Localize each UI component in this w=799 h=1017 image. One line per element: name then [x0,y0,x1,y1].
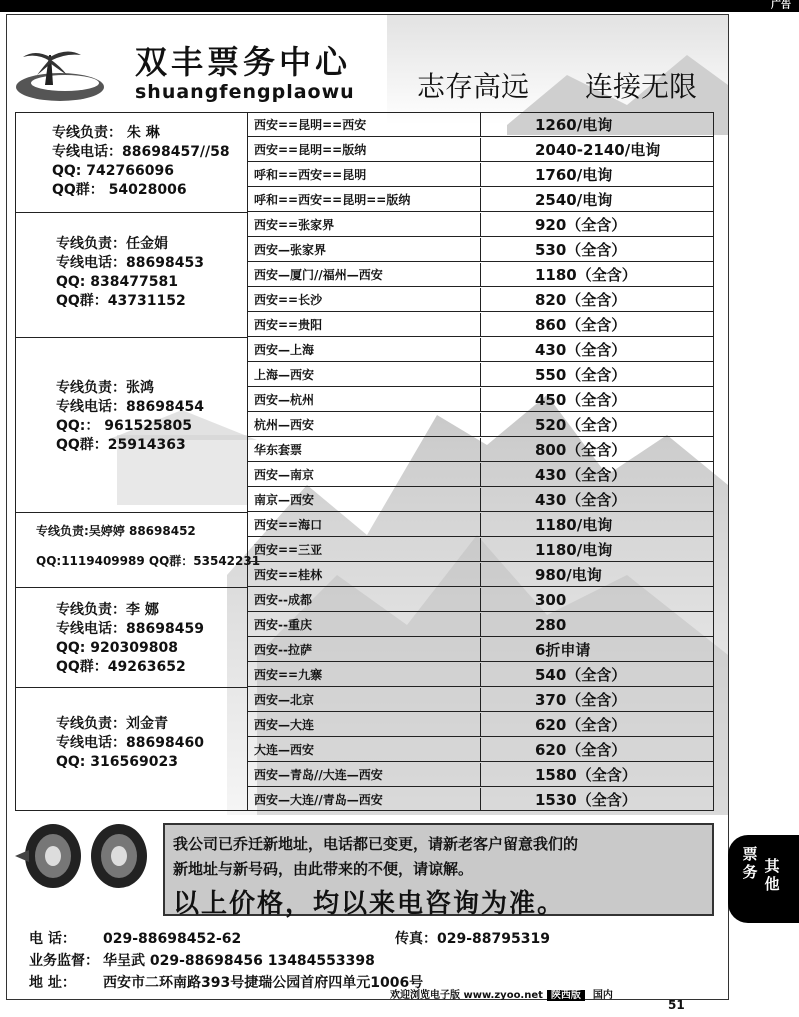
route-cell: 西安==昆明==版纳 [248,138,481,162]
contact-line: 专线负责:吴婷婷 88698452 [36,524,196,538]
price-cell: 980/电询 [481,563,713,587]
supervise-value: 华呈武 029-88698456 13484553398 [103,953,375,969]
route-cell: 南京—西安 [248,488,481,512]
price-cell: 1180/电询 [481,513,713,537]
price-cell: 1760/电询 [481,163,713,187]
supervise-label: 业务监督： [29,953,99,969]
fax-value: 029-88795319 [437,931,550,947]
price-cell: 620（全含） [481,738,713,762]
slogan-left: 志存高远 [417,70,530,103]
ad-tag: 广告 [767,0,795,12]
page-footer [390,988,613,1004]
company-logo-icon [15,45,115,109]
section-side-tab [728,835,799,923]
contact-line: QQ:1119409989 QQ群：53542231 [36,554,261,568]
price-cell: 860（全含） [481,313,713,337]
route-cell: 西安==桂林 [248,563,481,587]
speaker-icon [15,820,85,892]
price-cell: 1530（全含） [535,791,637,809]
phone-value: 029-88698452-62 [103,931,242,947]
price-cell: 820（全含） [481,288,713,312]
route-cell: 西安—南京 [248,463,481,487]
contact-group [16,513,261,588]
phone-label: 电 话： [29,931,76,947]
notice-line: 新地址与新号码，由此带来的不便，请谅解。 [173,860,474,878]
route-cell: 上海—西安 [248,363,481,387]
route-cell: 西安==九寨 [248,663,481,687]
contact-line: QQ群：43731152 [56,293,186,309]
footer-welcome: 欢迎浏览电子版 www.zyoo.net [390,990,543,1001]
route-cell: 西安—上海 [248,338,481,362]
route-cell: 呼和==西安==昆明==版纳 [248,188,481,212]
route-cell: 华东套票 [248,438,481,462]
contact-line: 专线电话：88698454 [56,399,204,415]
price-cell: 450（全含） [481,388,713,412]
price-cell: 1580（全含） [481,763,713,787]
company-title: 双丰票务中心 [135,43,352,81]
price-cell: 520（全含） [481,413,713,437]
route-cell: 西安==三亚 [248,538,481,562]
address-value: 西安市二环南路393号捷瑞公园首府四单元1006号 [103,975,424,991]
price-cell: 430（全含） [481,338,713,362]
contact-group [16,588,248,688]
price-cell: 800（全含） [481,438,713,462]
route-cell: 杭州—西安 [248,413,481,437]
phone-row [29,928,241,948]
route-cell: 西安==海口 [248,513,481,537]
price-cell: 6折申请 [481,638,713,662]
route-cell: 西安==昆明==西安 [248,113,481,137]
route-cell: 西安—北京 [248,688,481,712]
route-cell: 西安==贵阳 [248,313,481,337]
route-cell: 西安--拉萨 [248,638,481,662]
contact-line: QQ: 742766096 [52,163,174,179]
price-cell: 2540/电询 [481,188,713,212]
price-cell: 430（全含） [481,463,713,487]
route-cell: 西安--重庆 [248,613,481,637]
contact-group [16,213,248,338]
speaker-icon [87,820,157,892]
route-cell: 西安—大连//青岛—西安 [248,788,481,810]
contact-group [16,688,248,810]
route-cell: 大连—西安 [248,738,481,762]
route-cell: 西安—厦门//福州—西安 [248,263,481,287]
route-cell: 西安—大连 [248,713,481,737]
price-cell: 430（全含） [481,488,713,512]
contact-line: QQ: 316569023 [56,754,178,770]
contact-line: QQ群：25914363 [56,437,186,453]
contact-line: 专线电话：88698459 [56,621,204,637]
route-cell: 西安—张家界 [248,238,481,262]
footer-region: 国内 [592,990,613,1001]
fax-label: 传真： [395,931,437,947]
route-cell: 西安==长沙 [248,288,481,312]
footer-province: 陕西版 [547,990,585,1001]
route-cell: 呼和==西安==昆明 [248,163,481,187]
address-label: 地 址： [29,975,76,991]
price-cell: 1260/电询 [481,113,713,137]
price-cell: 540（全含） [481,663,713,687]
contact-line: 专线负责：张鸿 [56,380,154,396]
price-cell: 530（全含） [481,238,713,262]
price-cell: 920（全含） [481,213,713,237]
route-cell: 西安—杭州 [248,388,481,412]
ticket-price-table [15,112,714,811]
side-tab-line: 其他 [764,857,780,893]
price-cell: 1180/电询 [481,538,713,562]
company-pinyin: shuangfengplaowu [135,81,355,103]
contact-line: QQ: 838477581 [56,274,178,290]
contact-line: 专线电话：88698460 [56,735,204,751]
top-bar [0,0,799,12]
contact-group [16,338,248,513]
route-cell: 西安--成都 [248,588,481,612]
contact-line: 专线负责：任金娟 [56,236,168,252]
notice-line: 我公司已乔迁新地址，电话都已变更，请新老客户留意我们的 [173,835,579,853]
price-cell: 370（全含） [481,688,713,712]
contact-group [16,113,248,213]
address-row [29,972,423,992]
contact-line: 专线负责：李 娜 [56,602,159,618]
contact-line: QQ: 920309808 [56,640,178,656]
contact-line: QQ群：49263652 [56,659,186,675]
side-tab-line: 票务 [742,845,758,881]
notice-emphasis: 以上价格，均以来电咨询为准。 [173,889,566,919]
price-cell: 2040-2140/电询 [481,138,713,162]
supervise-row [29,950,375,970]
price-cell: 550（全含） [481,363,713,387]
route-cell: 西安—青岛//大连—西安 [248,763,481,787]
contact-line: 专线负责： 朱 琳 [52,125,160,141]
page-number: 51 [668,998,685,1012]
route-cell: 西安==张家界 [248,213,481,237]
contact-line: 专线电话：88698453 [56,255,204,271]
contact-line: QQ群： 54028006 [52,182,187,198]
fax-row [395,928,550,948]
contact-line: 专线负责：刘金青 [56,716,168,732]
price-cell: 620（全含） [481,713,713,737]
contact-line: QQ:： 961525805 [56,418,192,434]
price-cell: 300 [481,588,713,612]
slogan-right: 连接无限 [585,70,698,103]
contact-line: 专线电话：88698457//58 [52,144,230,160]
price-cell: 280 [481,613,713,637]
ad-panel [6,14,729,1000]
price-cell: 1180（全含） [481,263,713,287]
relocation-notice [163,823,714,919]
